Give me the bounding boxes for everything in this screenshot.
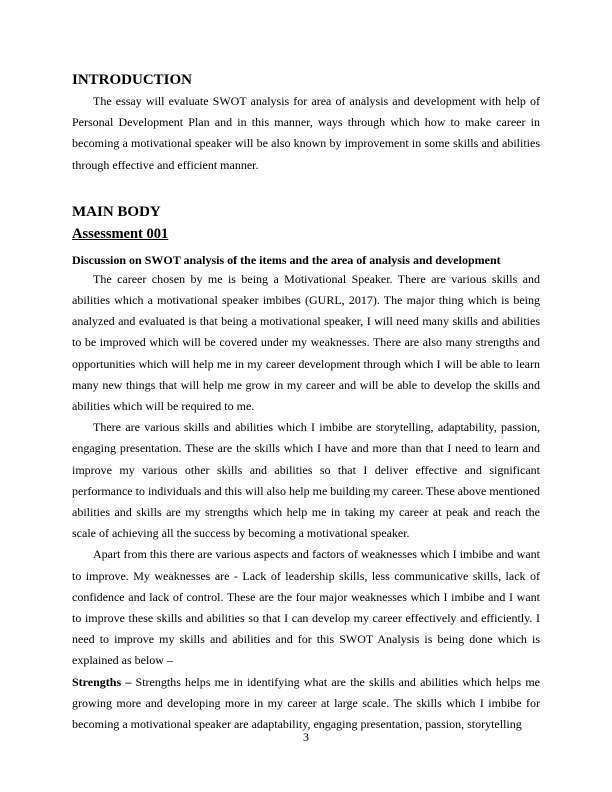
- strengths-label: Strengths –: [72, 674, 132, 689]
- body-paragraph-2: There are various skills and abilities which I imbibe are storytelling, adaptability, passion, engaging presentation. These are the skills which I have and more than that I need to learn and improve my various other skills and abilities so that I deliver effective and significant performance to individuals and this will also help me building my career. These above mentioned abilities and skills are my strengths which help me in taking my career at peak and reach the scale of achieving all the success by becoming a motivational speaker.: [72, 420, 540, 541]
- body-paragraph-3: Apart from this there are various aspects and factors of weaknesses which I imbibe and want to improve. My weaknesses are - Lack of leadership skills, less communicative skills, lack of confidence and lack of control. These are the four major weaknesses which I imbibe and I want to improve these skills and abilities so that I can develop my career effectively and efficiently. I need to improve my skills and abilities and for this SWOT Analysis is being done which is explained as below –: [72, 547, 540, 668]
- introduction-heading: INTRODUCTION: [72, 72, 193, 88]
- discussion-heading: Discussion on SWOT analysis of the items and the area of analysis and development: [72, 252, 501, 267]
- body-paragraph-1: The career chosen by me is being a Motivational Speaker. There are various skills and abilities which a motivational speaker imbibes (GURL, 2017). The major thing which is being analyzed and evaluated is that being a motivational speaker, I will need many skills and abilities to be improved which will be covered under my weaknesses. There are also many strengths and opportunities which will help me in my career development through which I will be able to learn many new things that will help me grow in my career and will be able to develop the skills and abilities which will be required to me.: [72, 271, 540, 414]
- page-number: 3: [303, 730, 309, 744]
- introduction-paragraph: The essay will evaluate SWOT analysis for area of analysis and development with help of Personal Development Plan and in this manner, ways through which how to make career in becoming a motivational speaker will be also known by improvement in some skills and abilities through effective and efficient manner.: [72, 94, 540, 172]
- strengths-text: Strengths helps me in identifying what are the skills and abilities which helps me growing more and developing more in my career at large scale. The skills which I imbibe for becoming a motivational speaker are adaptability, engaging presentation, passion, storytelling: [72, 674, 541, 732]
- main-body-heading: MAIN BODY: [72, 203, 161, 220]
- assessment-heading: Assessment 001: [72, 225, 169, 242]
- strengths-paragraph: [72, 672, 540, 736]
- page-content: [72, 70, 540, 735]
